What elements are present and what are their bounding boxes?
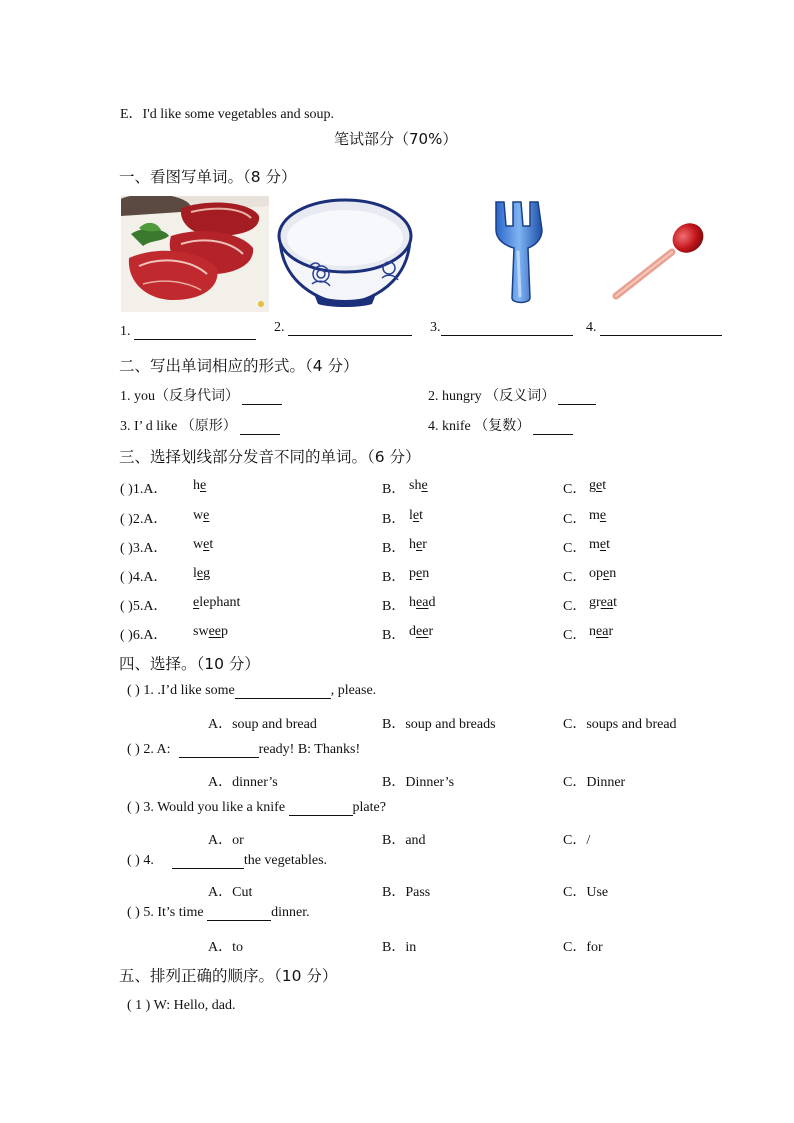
section-3-heading: 三、选择划线部分发音不同的单词。（6 分） xyxy=(119,448,421,466)
choice-q5-a[interactable]: A．to xyxy=(208,940,243,955)
phonics-row-1-label-c: C． xyxy=(563,482,587,497)
phonics-row-2-label-c: C． xyxy=(563,512,587,527)
choice-q1-c[interactable]: C．soups and bread xyxy=(563,717,677,732)
answer-blank-2[interactable] xyxy=(288,321,412,336)
choice-q2-blank[interactable] xyxy=(179,743,259,758)
phonics-row-6-label-b: B． xyxy=(382,628,406,643)
picture-answer-4: 4. xyxy=(586,320,722,336)
choice-q3-stem: ( ) 3. Would you like a knife plate? xyxy=(127,800,386,815)
phonics-row-3-number: ( )3.A． xyxy=(120,541,168,556)
choice-q4-blank[interactable] xyxy=(172,854,244,869)
choice-q5-stem: ( ) 5. It’s time dinner. xyxy=(127,905,310,920)
phonics-row-3-option-c[interactable]: met xyxy=(589,537,610,552)
phonics-row-1-label-b: B． xyxy=(382,482,406,497)
choice-q5-b[interactable]: B．in xyxy=(382,940,417,955)
meat-image xyxy=(121,196,269,312)
choice-q2-b[interactable]: B．Dinner’s xyxy=(382,775,455,790)
phonics-row-2-label-b: B． xyxy=(382,512,406,527)
choice-q4-c[interactable]: C．Use xyxy=(563,885,609,900)
section-title: 笔试部分（70%） xyxy=(334,130,458,148)
answer-blank-4[interactable] xyxy=(600,321,722,336)
bowl-image xyxy=(274,196,416,308)
phonics-row-4-option-b[interactable]: pen xyxy=(409,566,430,581)
phonics-row-3-label-b: B． xyxy=(382,541,406,556)
choice-q5-blank[interactable] xyxy=(207,906,271,921)
word-form-q1: 1. you（反身代词） xyxy=(120,385,282,405)
word-form-blank-2[interactable] xyxy=(558,390,596,405)
phonics-row-2-option-b[interactable]: let xyxy=(409,508,423,523)
choice-q3-blank[interactable] xyxy=(289,801,353,816)
phonics-row-5-label-b: B． xyxy=(382,599,406,614)
picture-answer-2: 2. xyxy=(274,320,412,336)
choice-q2-a[interactable]: A．dinner’s xyxy=(208,775,278,790)
fork-image xyxy=(488,200,558,306)
word-form-q3: 3. I’ d like （原形） xyxy=(120,415,280,435)
choice-q3-b[interactable]: B．and xyxy=(382,833,426,848)
section-4-heading: 四、选择。（10 分） xyxy=(119,655,260,673)
option-e-line: E．I'd like some vegetables and soup. xyxy=(120,107,335,122)
choice-q3-a[interactable]: A．or xyxy=(208,833,244,848)
order-line-1: ( 1 ) W: Hello, dad. xyxy=(127,998,236,1013)
phonics-row-6-option-a[interactable]: sweep xyxy=(193,624,228,639)
phonics-row-1-option-b[interactable]: she xyxy=(409,478,428,493)
section-2-heading: 二、写出单词相应的形式。（4 分） xyxy=(119,357,359,375)
choice-q3-c[interactable]: C．/ xyxy=(563,833,591,848)
phonics-row-2-number: ( )2.A． xyxy=(120,512,168,527)
phonics-row-3-label-c: C． xyxy=(563,541,587,556)
word-form-blank-1[interactable] xyxy=(242,390,282,405)
phonics-row-5-number: ( )5.A． xyxy=(120,599,168,614)
choice-q1-a[interactable]: A．soup and bread xyxy=(208,717,317,732)
answer-blank-1[interactable] xyxy=(134,325,256,340)
phonics-row-4-number: ( )4.A． xyxy=(120,570,168,585)
choice-q2-c[interactable]: C．Dinner xyxy=(563,775,626,790)
phonics-row-5-label-c: C． xyxy=(563,599,587,614)
phonics-row-1-option-c[interactable]: get xyxy=(589,478,607,493)
phonics-row-1-option-a[interactable]: he xyxy=(193,478,207,493)
word-form-blank-4[interactable] xyxy=(533,420,573,435)
phonics-row-3-option-b[interactable]: her xyxy=(409,537,427,552)
choice-q4-stem: ( ) 4. the vegetables. xyxy=(127,853,328,868)
word-form-q4: 4. knife （复数） xyxy=(428,415,573,435)
phonics-row-2-option-a[interactable]: we xyxy=(193,508,210,523)
phonics-row-6-number: ( )6.A． xyxy=(120,628,168,643)
phonics-row-6-option-b[interactable]: deer xyxy=(409,624,434,639)
choice-q4-b[interactable]: B．Pass xyxy=(382,885,431,900)
choice-q1-stem: ( ) 1. .I’d like some , please. xyxy=(127,683,377,698)
phonics-row-6-option-c[interactable]: near xyxy=(589,624,614,639)
phonics-row-4-label-c: C． xyxy=(563,570,587,585)
phonics-row-5-option-a[interactable]: elephant xyxy=(193,595,241,610)
section-1-heading: 一、看图写单词。（8 分） xyxy=(119,168,297,186)
phonics-row-5-option-b[interactable]: head xyxy=(409,595,436,610)
choice-q2-stem: ( ) 2. A: ready! B: Thanks! xyxy=(127,742,361,757)
choice-q5-c[interactable]: C．for xyxy=(563,940,603,955)
picture-answer-1: 1. xyxy=(120,324,256,340)
phonics-row-2-option-c[interactable]: me xyxy=(589,508,607,523)
phonics-row-4-option-a[interactable]: leg xyxy=(193,566,211,581)
phonics-row-5-option-c[interactable]: great xyxy=(589,595,617,610)
picture-answer-3: 3. xyxy=(430,320,573,336)
phonics-row-6-label-c: C． xyxy=(563,628,587,643)
choice-q4-a[interactable]: A．Cut xyxy=(208,885,253,900)
answer-blank-3[interactable] xyxy=(441,321,573,336)
section-5-heading: 五、排列正确的顺序。（10 分） xyxy=(119,967,338,985)
choice-q1-blank[interactable] xyxy=(235,684,331,699)
phonics-row-1-number: ( )1.A． xyxy=(120,482,168,497)
choice-q1-b[interactable]: B．soup and breads xyxy=(382,717,496,732)
spoon-image xyxy=(612,218,708,302)
word-form-blank-3[interactable] xyxy=(240,420,280,435)
word-form-q2: 2. hungry （反义词） xyxy=(428,385,596,405)
phonics-row-4-option-c[interactable]: open xyxy=(589,566,617,581)
phonics-row-4-label-b: B． xyxy=(382,570,406,585)
phonics-row-3-option-a[interactable]: wet xyxy=(193,537,214,552)
